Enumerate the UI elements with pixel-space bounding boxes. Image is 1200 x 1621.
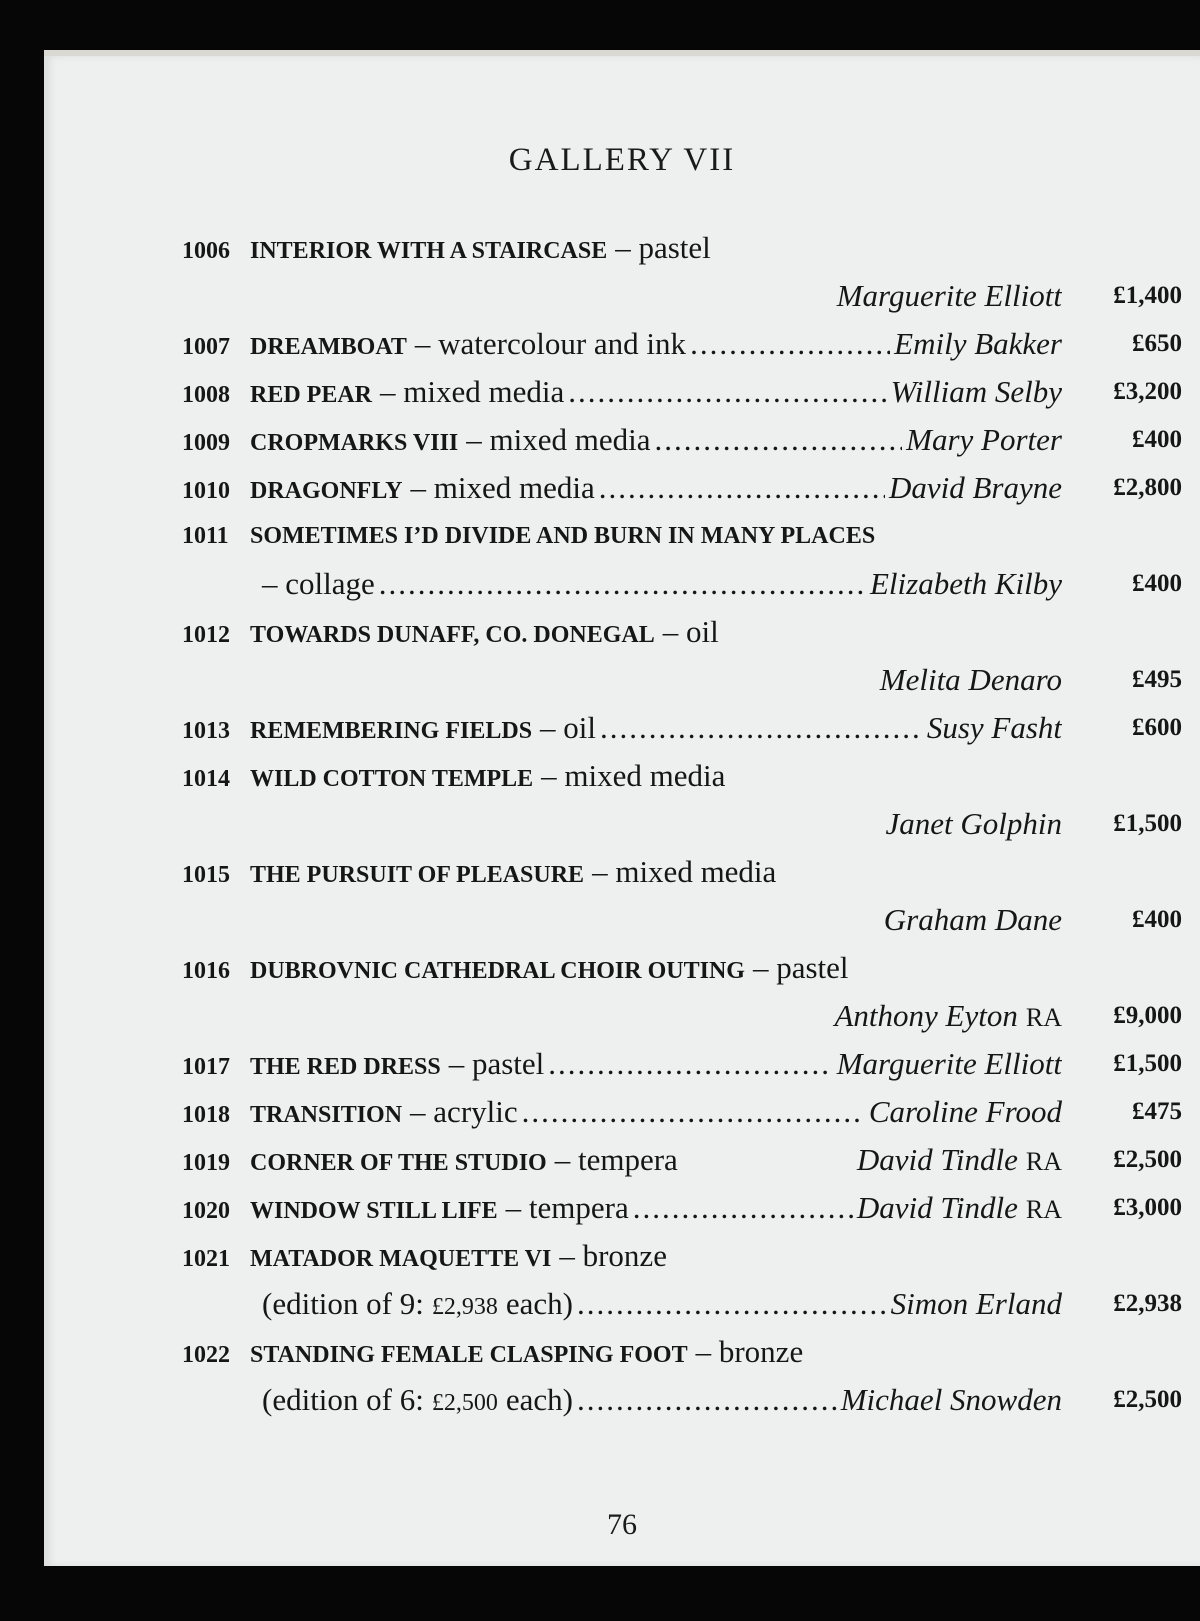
entry-number: 1014 [182,766,230,792]
entry-price: £9,000 [1113,1002,1182,1029]
edition-price: £2,938 [431,1294,498,1320]
entry-price: £400 [1132,570,1182,597]
entry-honour: RA [1025,1147,1062,1176]
entry-price: £495 [1132,666,1182,693]
catalogue-entries [182,224,1182,1424]
entry-artist: David Brayne [888,470,1062,505]
entry-artist: Michael Snowden [840,1382,1062,1417]
entry-price: £2,938 [1113,1290,1182,1317]
entry-1022-line-1 [182,1328,1182,1376]
entry-title: RED PEAR [250,382,373,408]
leader-dots [379,560,866,608]
entry-title: CORNER OF THE STUDIO [250,1150,547,1176]
entry-artist: William Selby [890,374,1062,409]
entry-title: WINDOW STILL LIFE [250,1198,498,1224]
entry-1008 [182,368,1182,416]
entry-number: 1012 [182,622,230,648]
entry-title: DUBROVNIC CATHEDRAL CHOIR OUTING [250,958,745,984]
entry-artist: Marguerite Elliott [836,1046,1062,1081]
entry-number: 1007 [182,334,230,360]
entry-1006-line-2 [182,272,1182,320]
entry-artist: Simon Erland [890,1286,1062,1321]
entry-title: DREAMBOAT [250,334,407,360]
entry-1015-line-2 [182,896,1182,944]
entry-1019 [182,1136,1182,1184]
entry-price: £3,000 [1113,1194,1182,1221]
entry-number: 1019 [182,1150,230,1176]
entry-number: 1020 [182,1198,230,1224]
entry-medium: – tempera [554,1142,678,1177]
entry-number: 1022 [182,1342,230,1368]
leader-dots [577,1280,887,1328]
entry-price: £2,500 [1113,1386,1182,1413]
leader-dots [633,1184,853,1232]
entry-artist: Mary Porter [906,422,1062,457]
entry-1016-line-2 [182,992,1182,1040]
entry-price: £400 [1132,426,1182,453]
entry-1018 [182,1088,1182,1136]
entry-price: £400 [1132,906,1182,933]
entry-1021-line-2 [182,1280,1182,1328]
entry-title: MATADOR MAQUETTE VI [250,1246,552,1272]
entry-1022-line-2 [182,1376,1182,1424]
entry-1014-line-1 [182,752,1182,800]
leader-dots [548,1040,832,1088]
entry-medium: – pastel [752,950,849,985]
entry-artist: Anthony Eyton [834,998,1018,1033]
entry-medium: – oil [540,710,597,745]
entry-number: 1009 [182,430,230,456]
entry-price: £2,800 [1113,474,1182,501]
gallery-heading: GALLERY VII [508,142,736,178]
entry-number: 1015 [182,862,230,888]
entry-title: TOWARDS DUNAFF, CO. DONEGAL [250,622,655,648]
entry-1013 [182,704,1182,752]
entry-medium: – acrylic [410,1094,518,1129]
entry-1014-line-2 [182,800,1182,848]
entry-artist: Marguerite Elliott [836,278,1062,313]
entry-artist: David Tindle [856,1142,1018,1177]
entry-medium: – mixed media [410,470,595,505]
edition-prefix: (edition of 6: [262,1382,424,1417]
entry-medium: – bronze [559,1238,667,1273]
entry-title: REMEMBERING FIELDS [250,718,533,744]
entry-medium: – pastel [448,1046,545,1081]
entry-honour: RA [1025,1195,1062,1224]
entry-1012-line-2 [182,656,1182,704]
entry-title: THE RED DRESS [250,1054,441,1080]
entry-price: £1,500 [1113,1050,1182,1077]
entry-1021-line-1 [182,1232,1182,1280]
leader-dots [568,368,886,416]
entry-1017 [182,1040,1182,1088]
entry-1010 [182,464,1182,512]
entry-number: 1011 [182,523,229,549]
entry-medium: – bronze [695,1334,804,1369]
entry-title: INTERIOR WITH A STAIRCASE [250,238,608,264]
edition-suffix: each) [505,1382,573,1417]
entry-title: CROPMARKS VIII [250,430,459,456]
entry-1016-line-1 [182,944,1182,992]
leader-dots [690,320,890,368]
entry-price: £1,500 [1113,810,1182,837]
entry-number: 1016 [182,958,230,984]
entry-number: 1006 [182,238,230,264]
entry-title: WILD COTTON TEMPLE [250,766,534,792]
entry-title: TRANSITION [250,1102,403,1128]
page-number: 76 [607,1508,637,1541]
entry-number: 1017 [182,1054,230,1080]
entry-medium: – mixed media [592,854,777,889]
entry-artist: Melita Denaro [879,662,1062,697]
leader-dots [600,704,923,752]
entry-artist: David Tindle [856,1190,1018,1225]
entry-1011-line-2 [182,560,1182,608]
entry-medium: – collage [262,566,375,601]
entry-price: £600 [1132,714,1182,741]
entry-medium: – watercolour and ink [414,326,687,361]
entry-number: 1008 [182,382,230,408]
entry-artist: Elizabeth Kilby [869,566,1062,601]
entry-number: 1013 [182,718,230,744]
entry-medium: – mixed media [380,374,565,409]
entry-title: STANDING FEMALE CLASPING FOOT [250,1342,688,1368]
entry-1015-line-1 [182,848,1182,896]
entry-artist: Susy Fasht [926,710,1062,745]
entry-1012-line-1 [182,608,1182,656]
entry-price: £1,400 [1113,282,1182,309]
entry-artist: Caroline Frood [868,1094,1062,1129]
leader-dots [654,416,902,464]
entry-artist: Emily Bakker [894,326,1062,361]
entry-title: DRAGONFLY [250,478,403,504]
entry-honour: RA [1025,1003,1062,1032]
entry-price: £2,500 [1113,1146,1182,1173]
edition-suffix: each) [505,1286,573,1321]
catalogue-page [44,56,1200,1566]
entry-number: 1021 [182,1246,230,1272]
leader-dots [577,1376,837,1424]
entry-medium: – mixed media [466,422,651,457]
entry-1009 [182,416,1182,464]
entry-artist: Janet Golphin [885,806,1062,841]
entry-medium: – pastel [615,230,711,265]
entry-price: £650 [1132,330,1182,357]
entry-title: SOMETIMES I’D DIVIDE AND BURN IN MANY PLACES [250,523,876,549]
entry-1006-line-1 [182,224,1182,272]
entry-medium: – tempera [505,1190,629,1225]
entry-title: THE PURSUIT OF PLEASURE [250,862,585,888]
entry-1007 [182,320,1182,368]
edition-price: £2,500 [431,1390,498,1416]
leader-dots [599,464,885,512]
entry-number: 1018 [182,1102,230,1128]
entry-medium: – mixed media [541,758,726,793]
entry-1020 [182,1184,1182,1232]
entry-price: £475 [1132,1098,1182,1125]
entry-artist: Graham Dane [883,902,1062,937]
entry-medium: – oil [662,614,719,649]
leader-dots [522,1088,865,1136]
entry-price: £3,200 [1113,378,1182,405]
entry-number: 1010 [182,478,230,504]
edition-prefix: (edition of 9: [262,1286,424,1321]
entry-1011-line-1 [182,512,1182,560]
